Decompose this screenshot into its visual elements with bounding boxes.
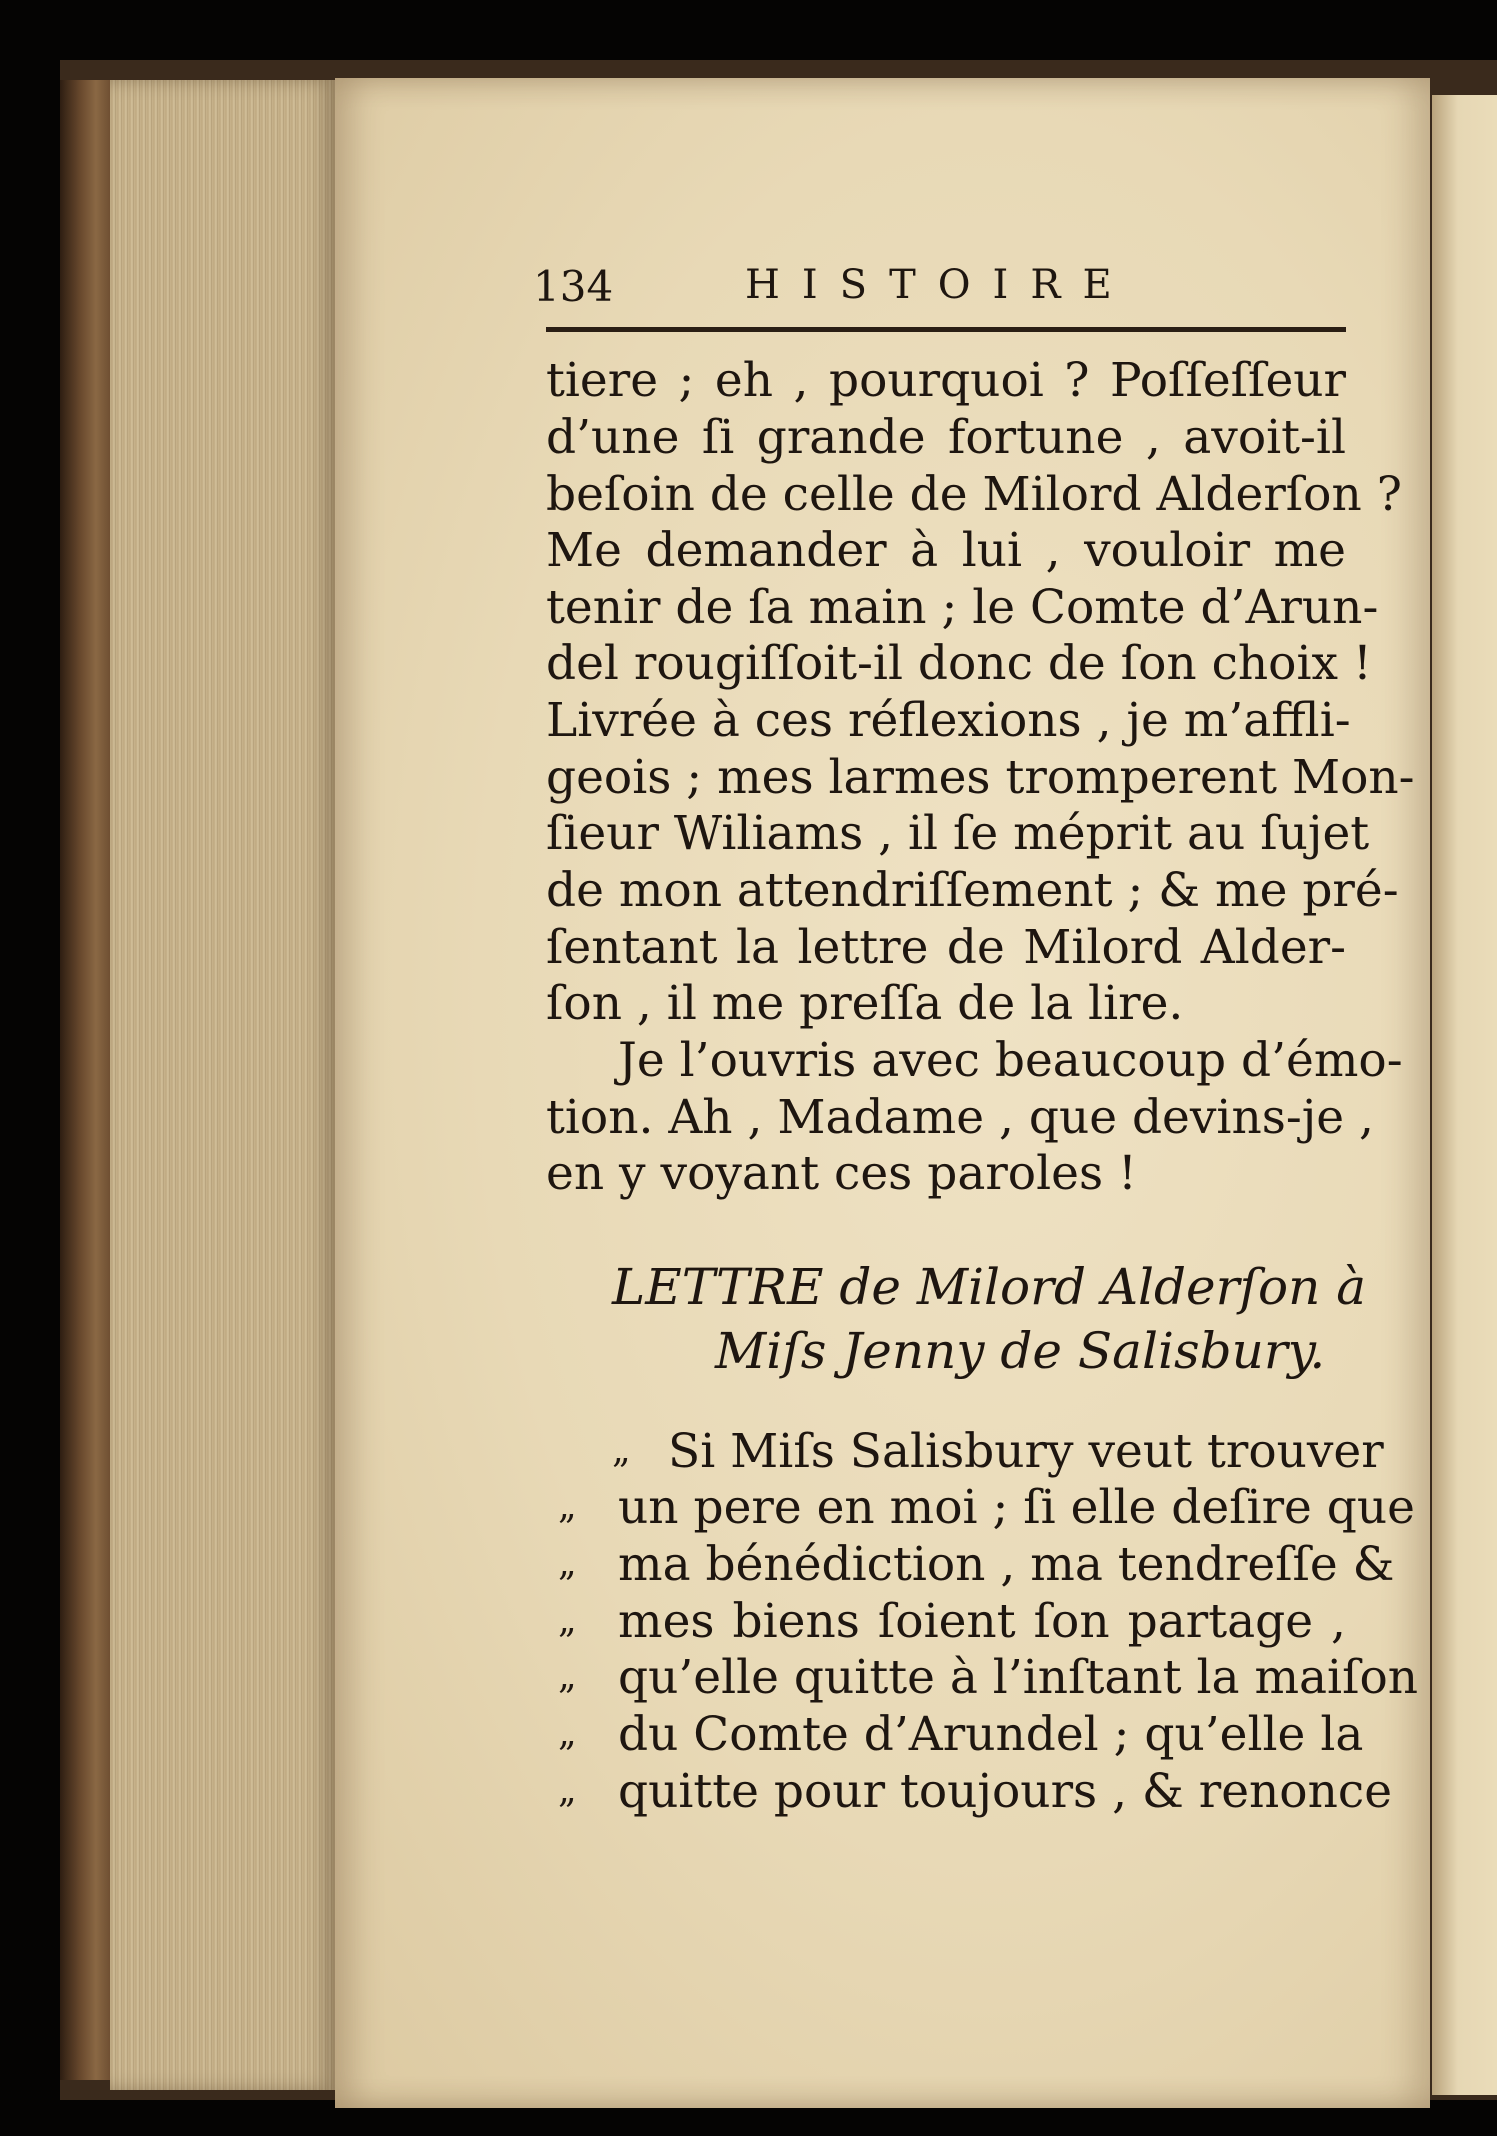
quote-mark: „ <box>558 1713 577 1754</box>
text-line: Me demander à lui , vouloir me <box>546 523 1346 578</box>
text-line: en y voyant ces paroles ! <box>546 1146 1137 1201</box>
text-line: ſon , il me preſſa de la lire. <box>546 976 1184 1031</box>
letter-line: Si Miſs Salisbury veut trouver <box>668 1424 1384 1479</box>
running-head: HISTOIRE <box>745 262 1134 308</box>
letter-line: ma bénédiction , ma tendreſſe & <box>618 1537 1395 1592</box>
quote-mark: „ <box>558 1543 577 1584</box>
page-edges <box>110 80 335 2090</box>
letter-line: quitte pour toujours , & renonce <box>618 1764 1393 1819</box>
quote-mark: „ <box>558 1600 577 1641</box>
text-line: tion. Ah , Madame , que devins-je , <box>546 1090 1374 1145</box>
text-line: ſentant la lettre de Milord Alder- <box>546 920 1346 975</box>
text-line: geois ; mes larmes tromperent Mon- <box>546 750 1415 805</box>
letter-line: mes biens ſoient ſon partage , <box>618 1594 1346 1649</box>
letter-line: du Comte d’Arundel ; qu’elle la <box>618 1707 1364 1762</box>
quote-mark: „ <box>612 1430 631 1471</box>
page-number: 134 <box>533 262 614 311</box>
text-line: del rougiſſoit-il donc de ſon choix ! <box>546 636 1372 691</box>
text-line: tiere ; eh , pourquoi ? Poſſeſſeur <box>546 353 1346 408</box>
text-line: Je l’ouvris avec beaucoup d’émo- <box>618 1033 1403 1088</box>
text-line: ſieur Wiliams , il ſe méprit au ſujet <box>546 806 1370 861</box>
text-line: tenir de ſa main ; le Comte d’Arun- <box>546 580 1379 635</box>
letter-title-line-2: Miſs Jenny de Salisbury. <box>715 1322 1326 1380</box>
quote-mark: „ <box>558 1770 577 1811</box>
text-line: d’une ſi grande fortune , avoit-il <box>546 410 1346 465</box>
text-line: beſoin de celle de Milord Alderſon ? <box>546 467 1402 522</box>
letter-line: un pere en moi ; ſi elle deſire que <box>618 1480 1415 1535</box>
letter-title-line-1: LETTRE de Milord Alderſon à <box>612 1258 1367 1316</box>
text-line: Livrée à ces réflexions , je m’affli- <box>546 693 1351 748</box>
text-line: de mon attendriſſement ; & me pré- <box>546 863 1399 918</box>
header-rule <box>546 327 1346 332</box>
letter-line: qu’elle quitte à l’inſtant la maiſon <box>618 1650 1419 1705</box>
quote-mark: „ <box>558 1656 577 1697</box>
facing-page-edge <box>1432 95 1497 2095</box>
quote-mark: „ <box>558 1486 577 1527</box>
